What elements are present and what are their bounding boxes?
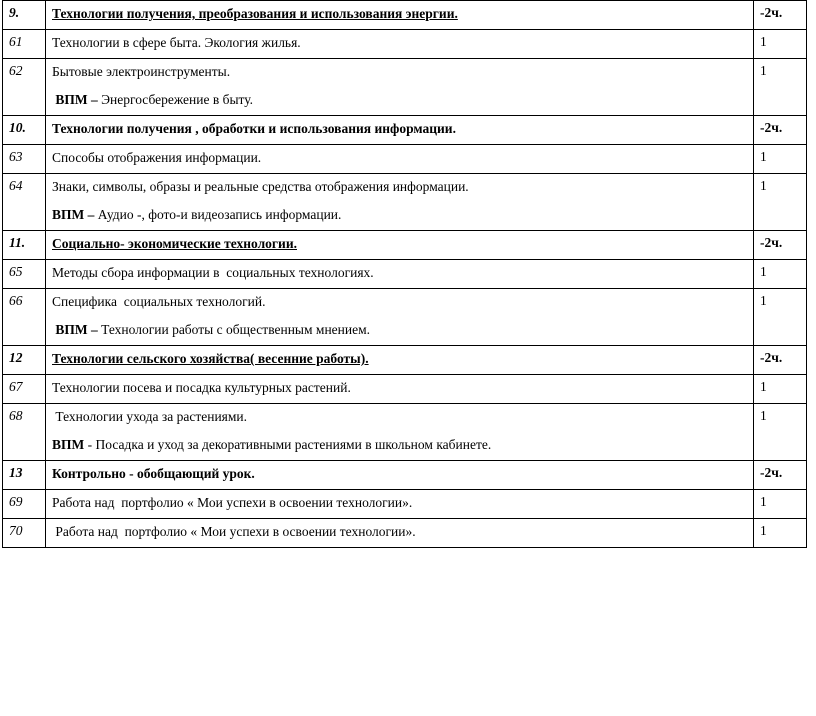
topic-text: Технологии посева и посадка культурных растений. xyxy=(52,380,351,395)
vpm-label: ВПМ xyxy=(52,437,85,452)
hours-cell: 1 xyxy=(754,174,807,231)
hours-cell: 1 xyxy=(754,519,807,548)
hours-cell: -2ч. xyxy=(754,346,807,375)
topic-cell xyxy=(46,116,754,145)
hours-cell: 1 xyxy=(754,59,807,116)
lesson-row xyxy=(3,174,807,231)
hours-cell: -2ч. xyxy=(754,1,807,30)
hours-cell: -2ч. xyxy=(754,116,807,145)
curriculum-table-body xyxy=(3,1,807,548)
section-row xyxy=(3,346,807,375)
lesson-row xyxy=(3,30,807,59)
lesson-row xyxy=(3,404,807,461)
topic-cell xyxy=(46,461,754,490)
topic-line xyxy=(52,465,749,483)
topic-cell xyxy=(46,375,754,404)
topic-text: - Посадка и уход за декоративными растениями в школьном кабинете. xyxy=(84,437,492,452)
topic-cell xyxy=(46,260,754,289)
topic-line xyxy=(52,91,749,109)
hours-cell: -2ч. xyxy=(754,231,807,260)
topic-cell xyxy=(46,231,754,260)
section-row xyxy=(3,231,807,260)
topic-cell xyxy=(46,519,754,548)
topic-text: Специфика социальных технологий. xyxy=(52,294,266,309)
topic-text: Методы сбора информации в социальных технологиях. xyxy=(52,265,374,280)
topic-text: Технологии работы с общественным мнением. xyxy=(97,322,371,337)
topic-text: Работа над портфолио « Мои успехи в освоении технологии». xyxy=(52,495,413,510)
topic-line xyxy=(52,321,749,339)
topic-text: Технологии получения , обработки и использования информации. xyxy=(52,121,456,136)
topic-text: Технологии сельского хозяйства( весенние работы). xyxy=(52,351,369,366)
curriculum-table xyxy=(2,0,807,548)
topic-line xyxy=(52,34,749,52)
topic-text: Технологии в сфере быта. Экология жилья. xyxy=(52,35,301,50)
lesson-row xyxy=(3,519,807,548)
topic-text: Способы отображения информации. xyxy=(52,150,262,165)
row-number-cell: 69 xyxy=(3,490,46,519)
hours-cell: 1 xyxy=(754,490,807,519)
row-number-cell: 67 xyxy=(3,375,46,404)
section-row xyxy=(3,116,807,145)
topic-cell xyxy=(46,404,754,461)
lesson-row xyxy=(3,289,807,346)
topic-line xyxy=(52,235,749,253)
topic-text: Социально- экономические технологии. xyxy=(52,236,297,251)
topic-cell xyxy=(46,289,754,346)
row-number-cell: 65 xyxy=(3,260,46,289)
row-number-cell: 10. xyxy=(3,116,46,145)
topic-cell xyxy=(46,174,754,231)
row-number-cell: 9. xyxy=(3,1,46,30)
row-number-cell: 61 xyxy=(3,30,46,59)
hours-cell: -2ч. xyxy=(754,461,807,490)
topic-line xyxy=(52,5,749,23)
topic-line xyxy=(52,264,749,282)
row-number-cell: 68 xyxy=(3,404,46,461)
topic-line xyxy=(52,436,749,454)
lesson-row xyxy=(3,375,807,404)
row-number-cell: 64 xyxy=(3,174,46,231)
row-number-cell: 12 xyxy=(3,346,46,375)
row-number-cell: 70 xyxy=(3,519,46,548)
vpm-label: ВПМ – xyxy=(52,207,95,222)
topic-line xyxy=(52,149,749,167)
topic-cell xyxy=(46,59,754,116)
row-number-cell: 63 xyxy=(3,145,46,174)
topic-line xyxy=(52,379,749,397)
hours-cell: 1 xyxy=(754,260,807,289)
topic-line xyxy=(52,408,749,426)
topic-text: Технологии получения, преобразования и использования энергии. xyxy=(52,6,458,21)
hours-cell: 1 xyxy=(754,375,807,404)
lesson-row xyxy=(3,59,807,116)
topic-text: Технологии ухода за растениями. xyxy=(52,409,248,424)
topic-text: Работа над портфолио « Мои успехи в освоении технологии». xyxy=(52,524,416,539)
topic-cell xyxy=(46,346,754,375)
topic-cell xyxy=(46,1,754,30)
row-number-cell: 11. xyxy=(3,231,46,260)
section-row xyxy=(3,1,807,30)
topic-cell xyxy=(46,490,754,519)
topic-line xyxy=(52,523,749,541)
topic-cell xyxy=(46,145,754,174)
hours-cell: 1 xyxy=(754,145,807,174)
topic-line xyxy=(52,206,749,224)
row-number-cell: 62 xyxy=(3,59,46,116)
hours-cell: 1 xyxy=(754,30,807,59)
row-number-cell: 66 xyxy=(3,289,46,346)
vpm-label: ВПМ – xyxy=(52,322,98,337)
lesson-row xyxy=(3,145,807,174)
lesson-row xyxy=(3,490,807,519)
topic-line xyxy=(52,293,749,311)
topic-line xyxy=(52,178,749,196)
topic-line xyxy=(52,120,749,138)
lesson-row xyxy=(3,260,807,289)
topic-text: Бытовые электроинструменты. xyxy=(52,64,231,79)
topic-text: Энергосбережение в быту. xyxy=(97,92,254,107)
topic-text: Аудио -, фото-и видеозапись информации. xyxy=(94,207,342,222)
topic-text: Контрольно - обобщающий урок. xyxy=(52,466,255,481)
topic-text: Знаки, символы, образы и реальные средства отображения информации. xyxy=(52,179,469,194)
hours-cell: 1 xyxy=(754,404,807,461)
vpm-label: ВПМ – xyxy=(52,92,98,107)
topic-cell xyxy=(46,30,754,59)
topic-line xyxy=(52,350,749,368)
section-row xyxy=(3,461,807,490)
topic-line xyxy=(52,63,749,81)
topic-line xyxy=(52,494,749,512)
hours-cell: 1 xyxy=(754,289,807,346)
row-number-cell: 13 xyxy=(3,461,46,490)
